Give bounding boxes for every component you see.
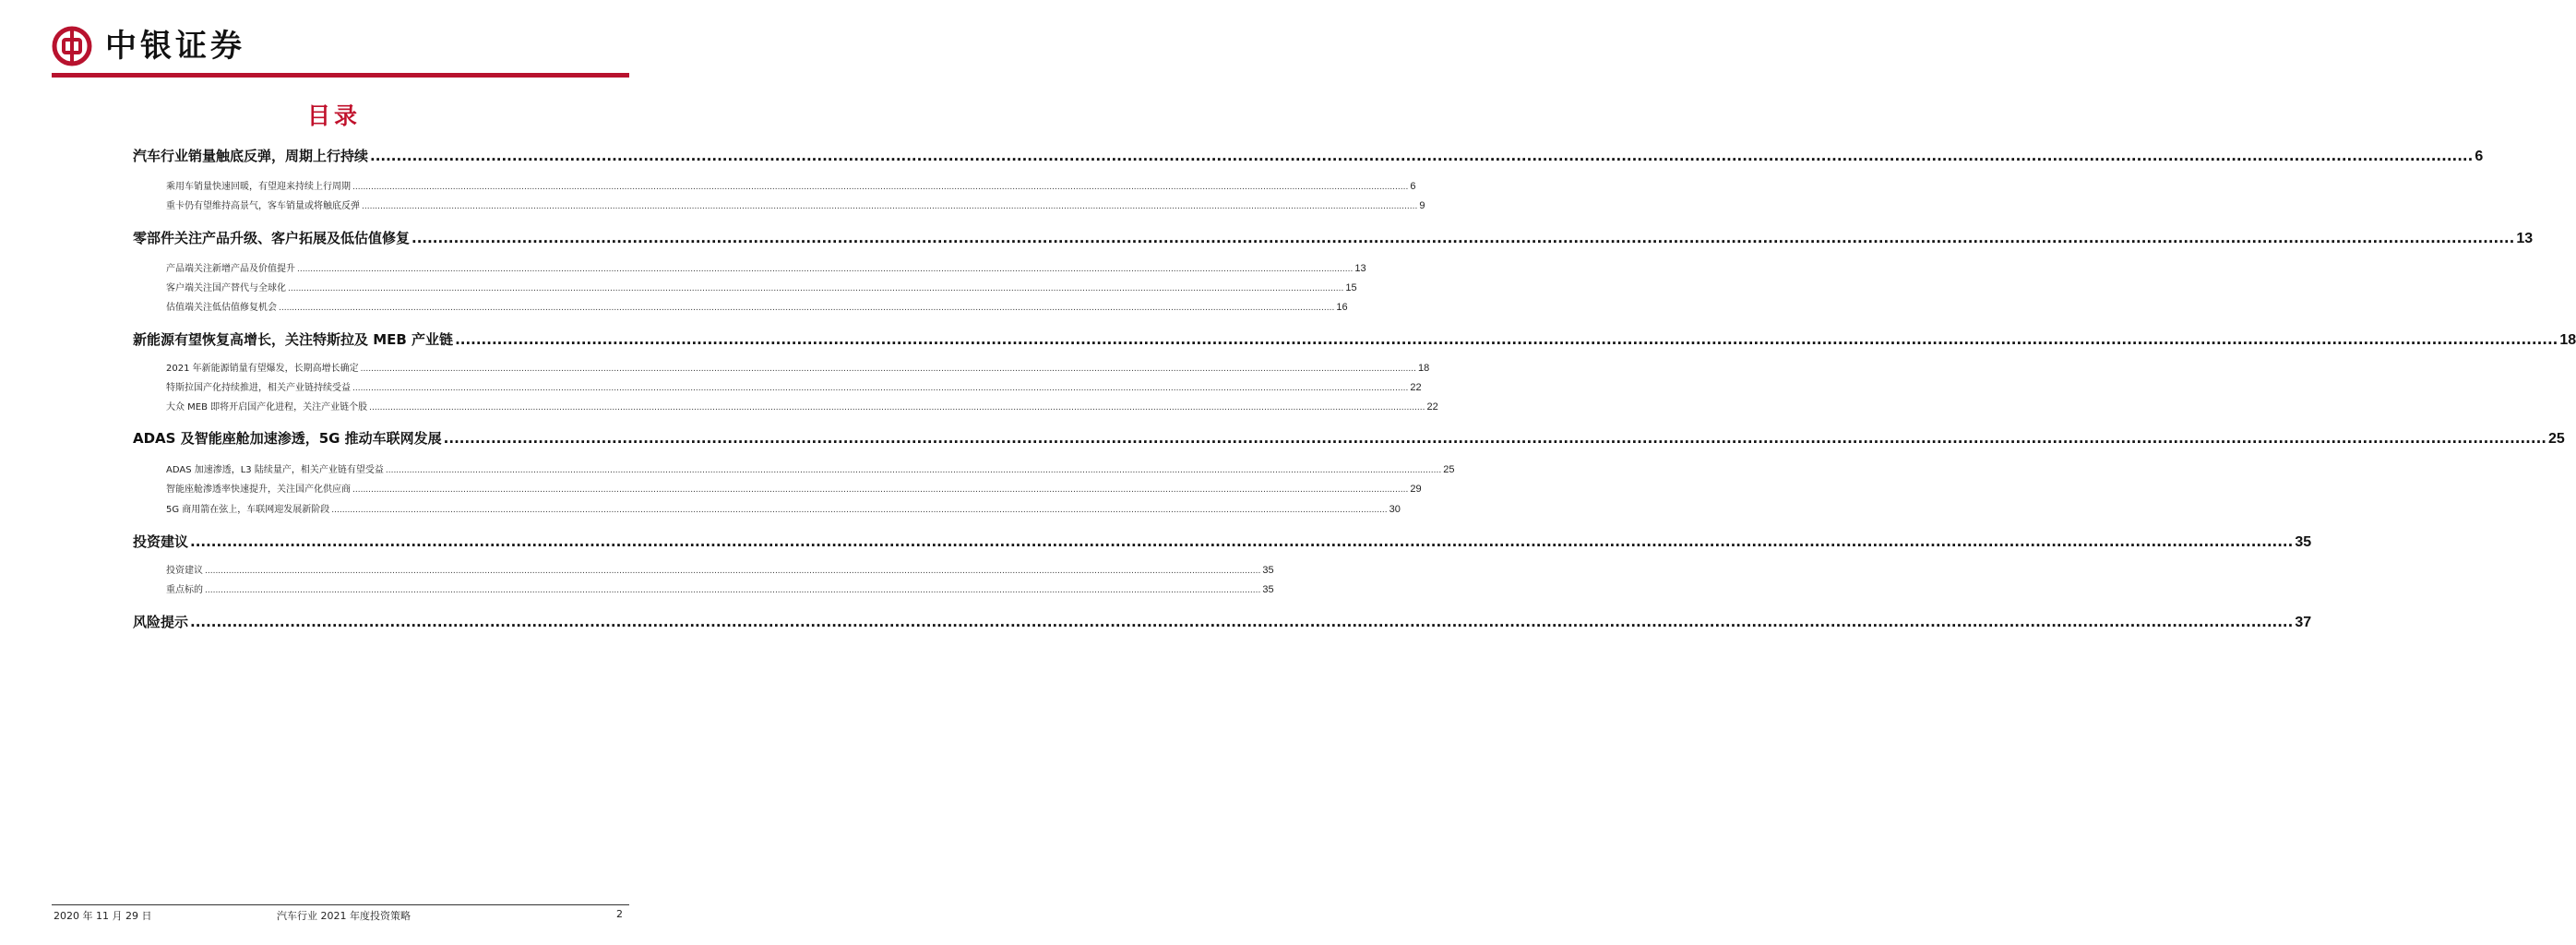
toc-entry-page-number: 6 (1410, 181, 1416, 192)
toc-section-entry[interactable] (166, 502, 1401, 517)
toc-dot-leader: ................................................................................................................................................................................................................................................................................................................................................................................................................ (331, 506, 1388, 515)
toc-dot-leader: ................................................................................................................................................................................................................................................................................................................................................................................................................ (352, 485, 1409, 495)
header-divider (52, 73, 629, 78)
toc-entry-label: 2021 年新能源销量有望爆发，长期高增长确定 (166, 364, 359, 374)
toc-dot-leader: ................................................................................................................................................................................................................................................................................................................................................................................................................ (297, 265, 1354, 274)
footer-page-number: 2 (616, 908, 623, 920)
toc-entry-page-number: 13 (1354, 263, 1366, 274)
toc-entry-page-number: 18 (1417, 363, 1430, 374)
toc-dot-leader: ................................................................................................................................................................................................................................................................................................................................................................................................................ (455, 331, 2558, 348)
toc-entry-page-number: 9 (1419, 200, 1425, 211)
toc-section-entry[interactable] (166, 563, 1274, 578)
toc-dot-leader: ................................................................................................................................................................................................................................................................................................................................................................................................................ (205, 567, 1261, 576)
toc-section-entry[interactable] (166, 582, 1274, 597)
page-header (52, 22, 629, 72)
toc-section-entry[interactable] (166, 300, 1348, 315)
toc-dot-leader: ................................................................................................................................................................................................................................................................................................................................................................................................................ (352, 183, 1409, 192)
toc-entry-label: 重卡仍有望维持高景气，客车销量或将触底反弹 (166, 201, 360, 211)
toc-entry-page-number: 29 (1410, 484, 1422, 495)
toc-entry-label: 投资建议 (166, 566, 203, 576)
toc-section-entry[interactable] (166, 482, 1422, 496)
toc-chapter-entry[interactable] (133, 532, 2312, 552)
toc-section-entry[interactable] (166, 179, 1416, 194)
toc-entry-label: 重点标的 (166, 585, 203, 595)
toc-chapter-entry[interactable] (133, 146, 2484, 166)
toc-entry-label: 智能座舱渗透率快速提升，关注国产化供应商 (166, 484, 351, 495)
footer-report-name: 汽车行业 2021 年度投资策略 (277, 910, 411, 922)
toc-dot-leader: ................................................................................................................................................................................................................................................................................................................................................................................................................ (411, 230, 2515, 246)
toc-chapter-entry[interactable] (133, 329, 2576, 350)
toc-entry-label: 产品端关注新增产品及价值提升 (166, 264, 295, 274)
toc-chapter-entry[interactable] (133, 612, 2312, 632)
toc-entry-label: 特斯拉国产化持续推进，相关产业链持续受益 (166, 383, 351, 393)
toc-chapter-entry[interactable] (133, 228, 2534, 248)
toc-dot-leader: ................................................................................................................................................................................................................................................................................................................................................................................................................ (443, 430, 2546, 447)
toc-dot-leader: ................................................................................................................................................................................................................................................................................................................................................................................................................ (352, 384, 1409, 393)
toc-entry-page-number: 13 (2516, 231, 2534, 246)
toc-section-entry[interactable] (166, 261, 1366, 276)
toc-entry-label: 零部件关注产品升级、客户拓展及低估值修复 (133, 230, 411, 246)
toc-dot-leader: ................................................................................................................................................................................................................................................................................................................................................................................................................ (369, 403, 1425, 413)
toc-section-entry[interactable] (166, 380, 1422, 395)
toc-dot-leader: ................................................................................................................................................................................................................................................................................................................................................................................................................ (360, 365, 1416, 374)
toc-section-entry[interactable] (166, 400, 1438, 414)
toc-dot-leader: ................................................................................................................................................................................................................................................................................................................................................................................................................ (362, 202, 1418, 211)
toc-entry-page-number: 15 (1345, 282, 1357, 293)
footer-divider (52, 904, 629, 905)
toc-dot-leader: ................................................................................................................................................................................................................................................................................................................................................................................................................ (190, 533, 2294, 550)
toc-title: 目录 (306, 102, 361, 129)
toc-entry-page-number: 35 (2295, 534, 2312, 550)
toc-entry-label: 风险提示 (133, 614, 189, 630)
toc-entry-page-number: 35 (1262, 565, 1274, 576)
toc-dot-leader: ................................................................................................................................................................................................................................................................................................................................................................................................................ (205, 586, 1261, 595)
toc-entry-label: ADAS 及智能座舱加速渗透，5G 推动车联网发展 (133, 430, 442, 447)
toc-entry-label: 估值端关注低估值修复机会 (166, 303, 277, 313)
toc-dot-leader: ................................................................................................................................................................................................................................................................................................................................................................................................................ (279, 304, 1335, 313)
bank-of-china-logo-icon (52, 26, 92, 66)
toc-entry-page-number: 16 (1336, 302, 1348, 313)
toc-entry-page-number: 35 (1262, 584, 1274, 595)
toc-section-entry[interactable] (166, 198, 1425, 213)
toc-chapter-entry[interactable] (133, 428, 2565, 449)
toc-entry-page-number: 18 (2559, 332, 2576, 348)
toc-entry-page-number: 6 (2475, 149, 2484, 164)
toc-entry-label: 大众 MEB 即将开启国产化进程，关注产业链个股 (166, 402, 368, 413)
toc-entry-label: ADAS 加速渗透，L3 陆续量产，相关产业链有望受益 (166, 465, 384, 475)
toc-entry-page-number: 25 (2547, 431, 2565, 447)
toc-entry-label: 客户端关注国产替代与全球化 (166, 283, 286, 293)
toc-entry-label: 乘用车销量快速回暖，有望迎来持续上行周期 (166, 182, 351, 192)
toc-entry-page-number: 22 (1410, 382, 1422, 393)
toc-entry-page-number: 37 (2295, 615, 2312, 630)
toc-section-entry[interactable] (166, 281, 1357, 295)
toc-entry-label: 5G 商用箭在弦上，车联网迎发展新阶段 (166, 505, 330, 515)
toc-entry-page-number: 30 (1389, 504, 1401, 515)
toc-section-entry[interactable] (166, 361, 1430, 376)
toc-entry-label: 投资建议 (133, 533, 189, 550)
footer-date: 2020 年 11 月 29 日 (54, 910, 152, 922)
toc-entry-page-number: 25 (1443, 464, 1455, 475)
toc-dot-leader: ................................................................................................................................................................................................................................................................................................................................................................................................................ (288, 284, 1344, 293)
toc-entry-label: 汽车行业销量触底反弹，周期上行持续 (133, 148, 369, 164)
brand-name: 中银证券 (105, 28, 245, 65)
toc-entry-label: 新能源有望恢复高增长，关注特斯拉及 MEB 产业链 (133, 331, 454, 348)
toc-dot-leader: ................................................................................................................................................................................................................................................................................................................................................................................................................ (370, 148, 2474, 164)
toc-dot-leader: ................................................................................................................................................................................................................................................................................................................................................................................................................ (190, 614, 2294, 630)
toc-entry-page-number: 22 (1426, 401, 1438, 413)
toc-dot-leader: ................................................................................................................................................................................................................................................................................................................................................................................................................ (385, 466, 1442, 475)
toc-section-entry[interactable] (166, 462, 1455, 477)
